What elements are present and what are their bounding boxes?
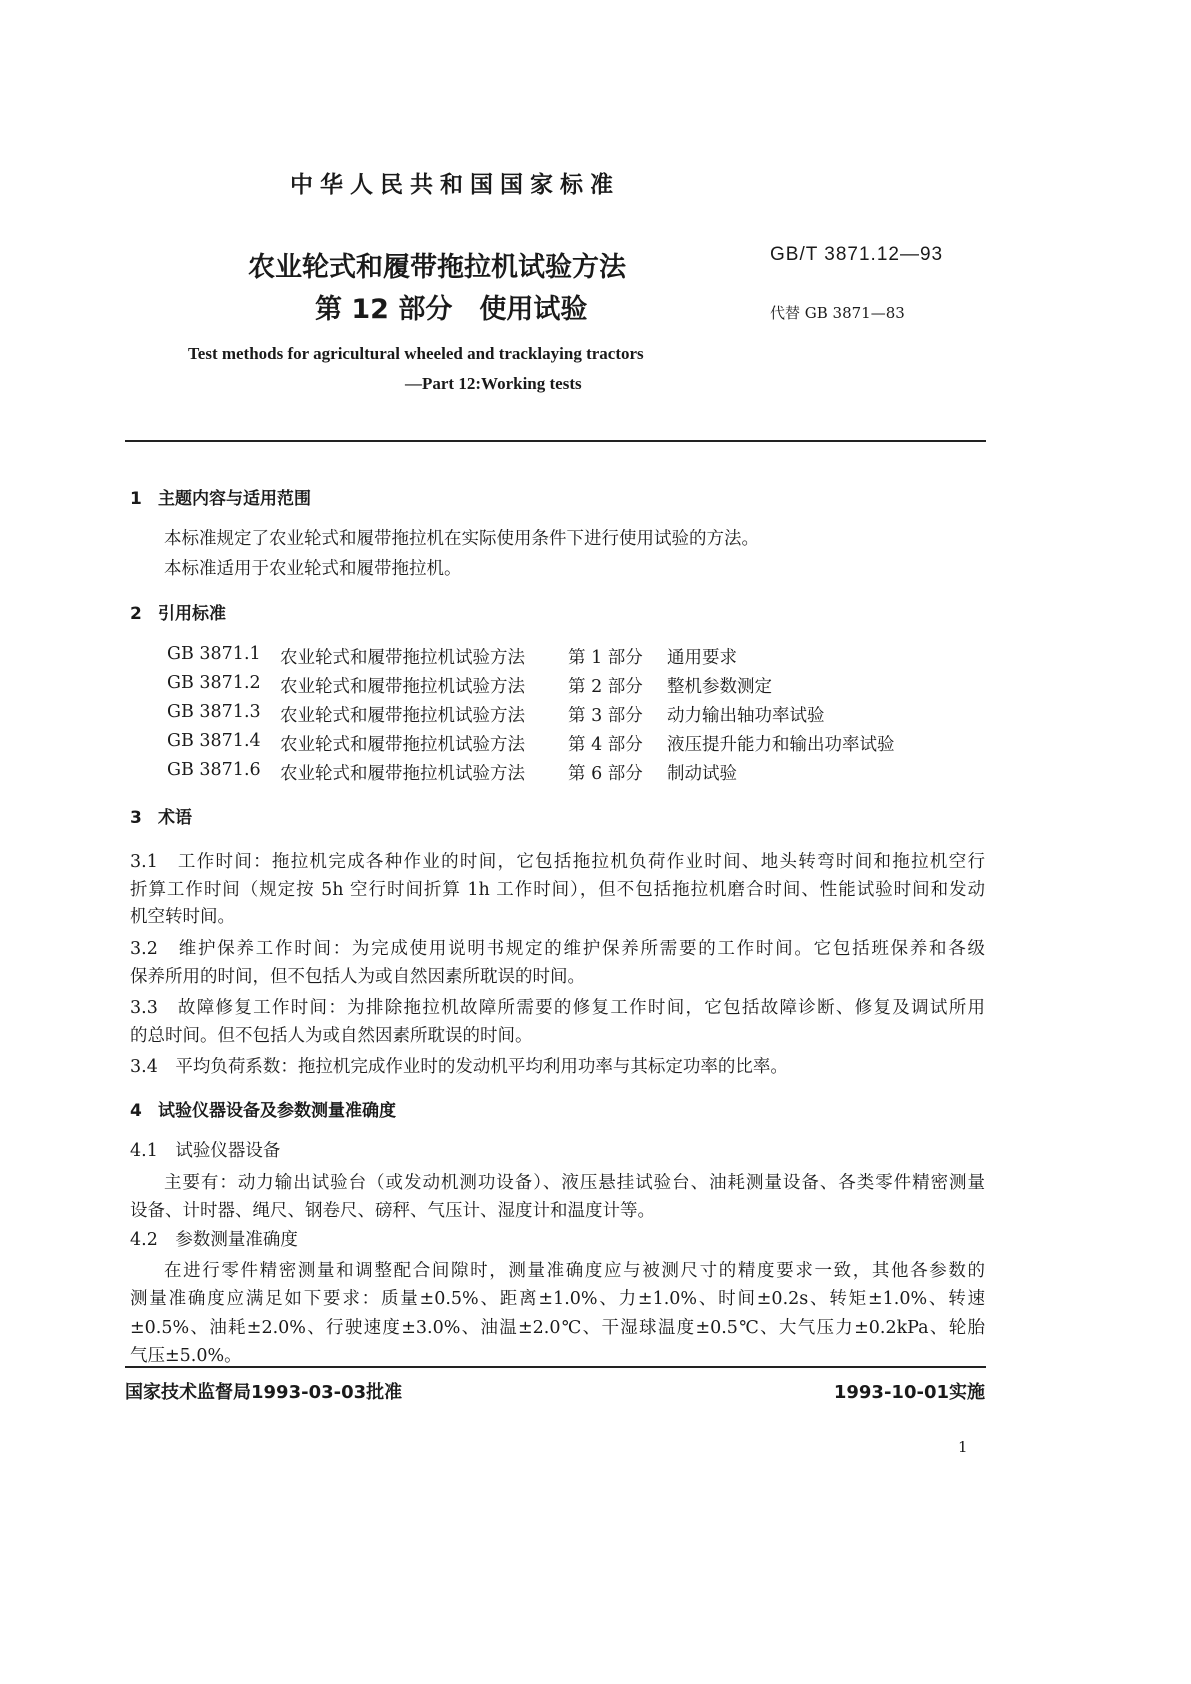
standard-code: GB/T 3871.12—93 [770, 244, 944, 265]
paragraph-line: 机空转时间。 [130, 907, 235, 927]
reference-part: 第 6 部分 [568, 764, 643, 784]
reference-title: 农业轮式和履带拖拉机试验方法 [280, 706, 525, 726]
reference-code: GB 3871.3 [167, 702, 261, 722]
approval-date: 国家技术监督局1993-03-03批准 [125, 1382, 403, 1403]
paragraph-line: 3.3 故障修复工作时间：为排除拖拉机故障所需要的修复工作时间，它包括故障诊断、修复及调试所用 [130, 998, 985, 1018]
paragraph-line: 气压±5.0%。 [130, 1346, 242, 1366]
effective-date: 1993-10-01实施 [833, 1382, 985, 1403]
reference-title: 农业轮式和履带拖拉机试验方法 [280, 648, 525, 668]
reference-name: 制动试验 [667, 764, 737, 784]
reference-name: 液压提升能力和输出功率试验 [667, 735, 895, 755]
reference-part: 第 3 部分 [568, 706, 643, 726]
paragraph-line: 本标准适用于农业轮式和履带拖拉机。 [164, 559, 462, 579]
section-4-heading: 4 试验仪器设备及参数测量准确度 [130, 1101, 396, 1121]
section-2-heading: 2 引用标准 [130, 604, 226, 624]
paragraph-line: 3.2 维护保养工作时间：为完成使用说明书规定的维护保养所需要的工作时间。它包括班保养和各级 [130, 939, 985, 959]
section-1-heading: 1 主题内容与适用范围 [130, 489, 311, 509]
reference-code: GB 3871.6 [167, 760, 261, 780]
reference-title: 农业轮式和履带拖拉机试验方法 [280, 735, 525, 755]
reference-part: 第 1 部分 [568, 648, 643, 668]
paragraph-line: ±0.5%、油耗±2.0%、行驶速度±3.0%、油温±2.0℃、干湿球温度±0.5℃、大气压力±0.2kPa、轮胎 [130, 1318, 985, 1338]
paragraph-line: 3.1 工作时间：拖拉机完成各种作业的时间，它包括拖拉机负荷作业时间、地头转弯时间和拖拉机空行 [130, 852, 985, 872]
paragraph-line: 测量准确度应满足如下要求：质量±0.5%、距离±1.0%、力±1.0%、时间±0.2s、转矩±1.0%、转速 [130, 1289, 985, 1309]
reference-name: 动力输出轴功率试验 [667, 706, 825, 726]
paragraph-line: 保养所用的时间，但不包括人为或自然因素所耽误的时间。 [130, 967, 585, 987]
reference-code: GB 3871.4 [167, 731, 261, 751]
paragraph-line: 折算工作时间（规定按 5h 空行时间折算 1h 工作时间），但不包括拖拉机磨合时间、性能试验时间和发动 [130, 880, 985, 900]
reference-part: 第 4 部分 [568, 735, 643, 755]
reference-part: 第 2 部分 [568, 677, 643, 697]
paragraph-line: 主要有：动力输出试验台（或发动机测功设备）、液压悬挂试验台、油耗测量设备、各类零件精密测量 [164, 1173, 985, 1193]
reference-title: 农业轮式和履带拖拉机试验方法 [280, 764, 525, 784]
subsection-4-1-heading: 4.1 试验仪器设备 [130, 1141, 281, 1161]
paragraph-line: 设备、计时器、绳尺、钢卷尺、磅秤、气压计、湿度计和温度计等。 [130, 1201, 655, 1221]
section-3-heading: 3 术语 [130, 808, 192, 828]
reference-title: 农业轮式和履带拖拉机试验方法 [280, 677, 525, 697]
replaces-note: 代替 GB 3871—83 [770, 304, 905, 322]
header-rule [125, 440, 986, 442]
title-en-line1: Test methods for agricultural wheeled and tracklaying tractors [188, 344, 644, 363]
paragraph-line: 本标准规定了农业轮式和履带拖拉机在实际使用条件下进行使用试验的方法。 [164, 529, 759, 549]
title-cn-line2: 第 12 部分 使用试验 [315, 294, 588, 325]
reference-code: GB 3871.2 [167, 673, 261, 693]
subsection-4-2-heading: 4.2 参数测量准确度 [130, 1230, 298, 1250]
reference-name: 通用要求 [667, 648, 737, 668]
title-cn-line1: 农业轮式和履带拖拉机试验方法 [248, 252, 626, 283]
reference-code: GB 3871.1 [167, 644, 261, 664]
paragraph-line: 3.4 平均负荷系数：拖拉机完成作业时的发动机平均利用功率与其标定功率的比率。 [130, 1057, 788, 1077]
page-number: 1 [958, 1438, 968, 1456]
paragraph-line: 在进行零件精密测量和调整配合间隙时，测量准确度应与被测尺寸的精度要求一致，其他各参数的 [164, 1261, 985, 1281]
standard-type: 中华人民共和国国家标准 [290, 172, 620, 198]
title-en-line2: —Part 12:Working tests [405, 374, 582, 393]
reference-name: 整机参数测定 [667, 677, 772, 697]
footer-rule [125, 1366, 986, 1368]
paragraph-line: 的总时间。但不包括人为或自然因素所耽误的时间。 [130, 1026, 533, 1046]
